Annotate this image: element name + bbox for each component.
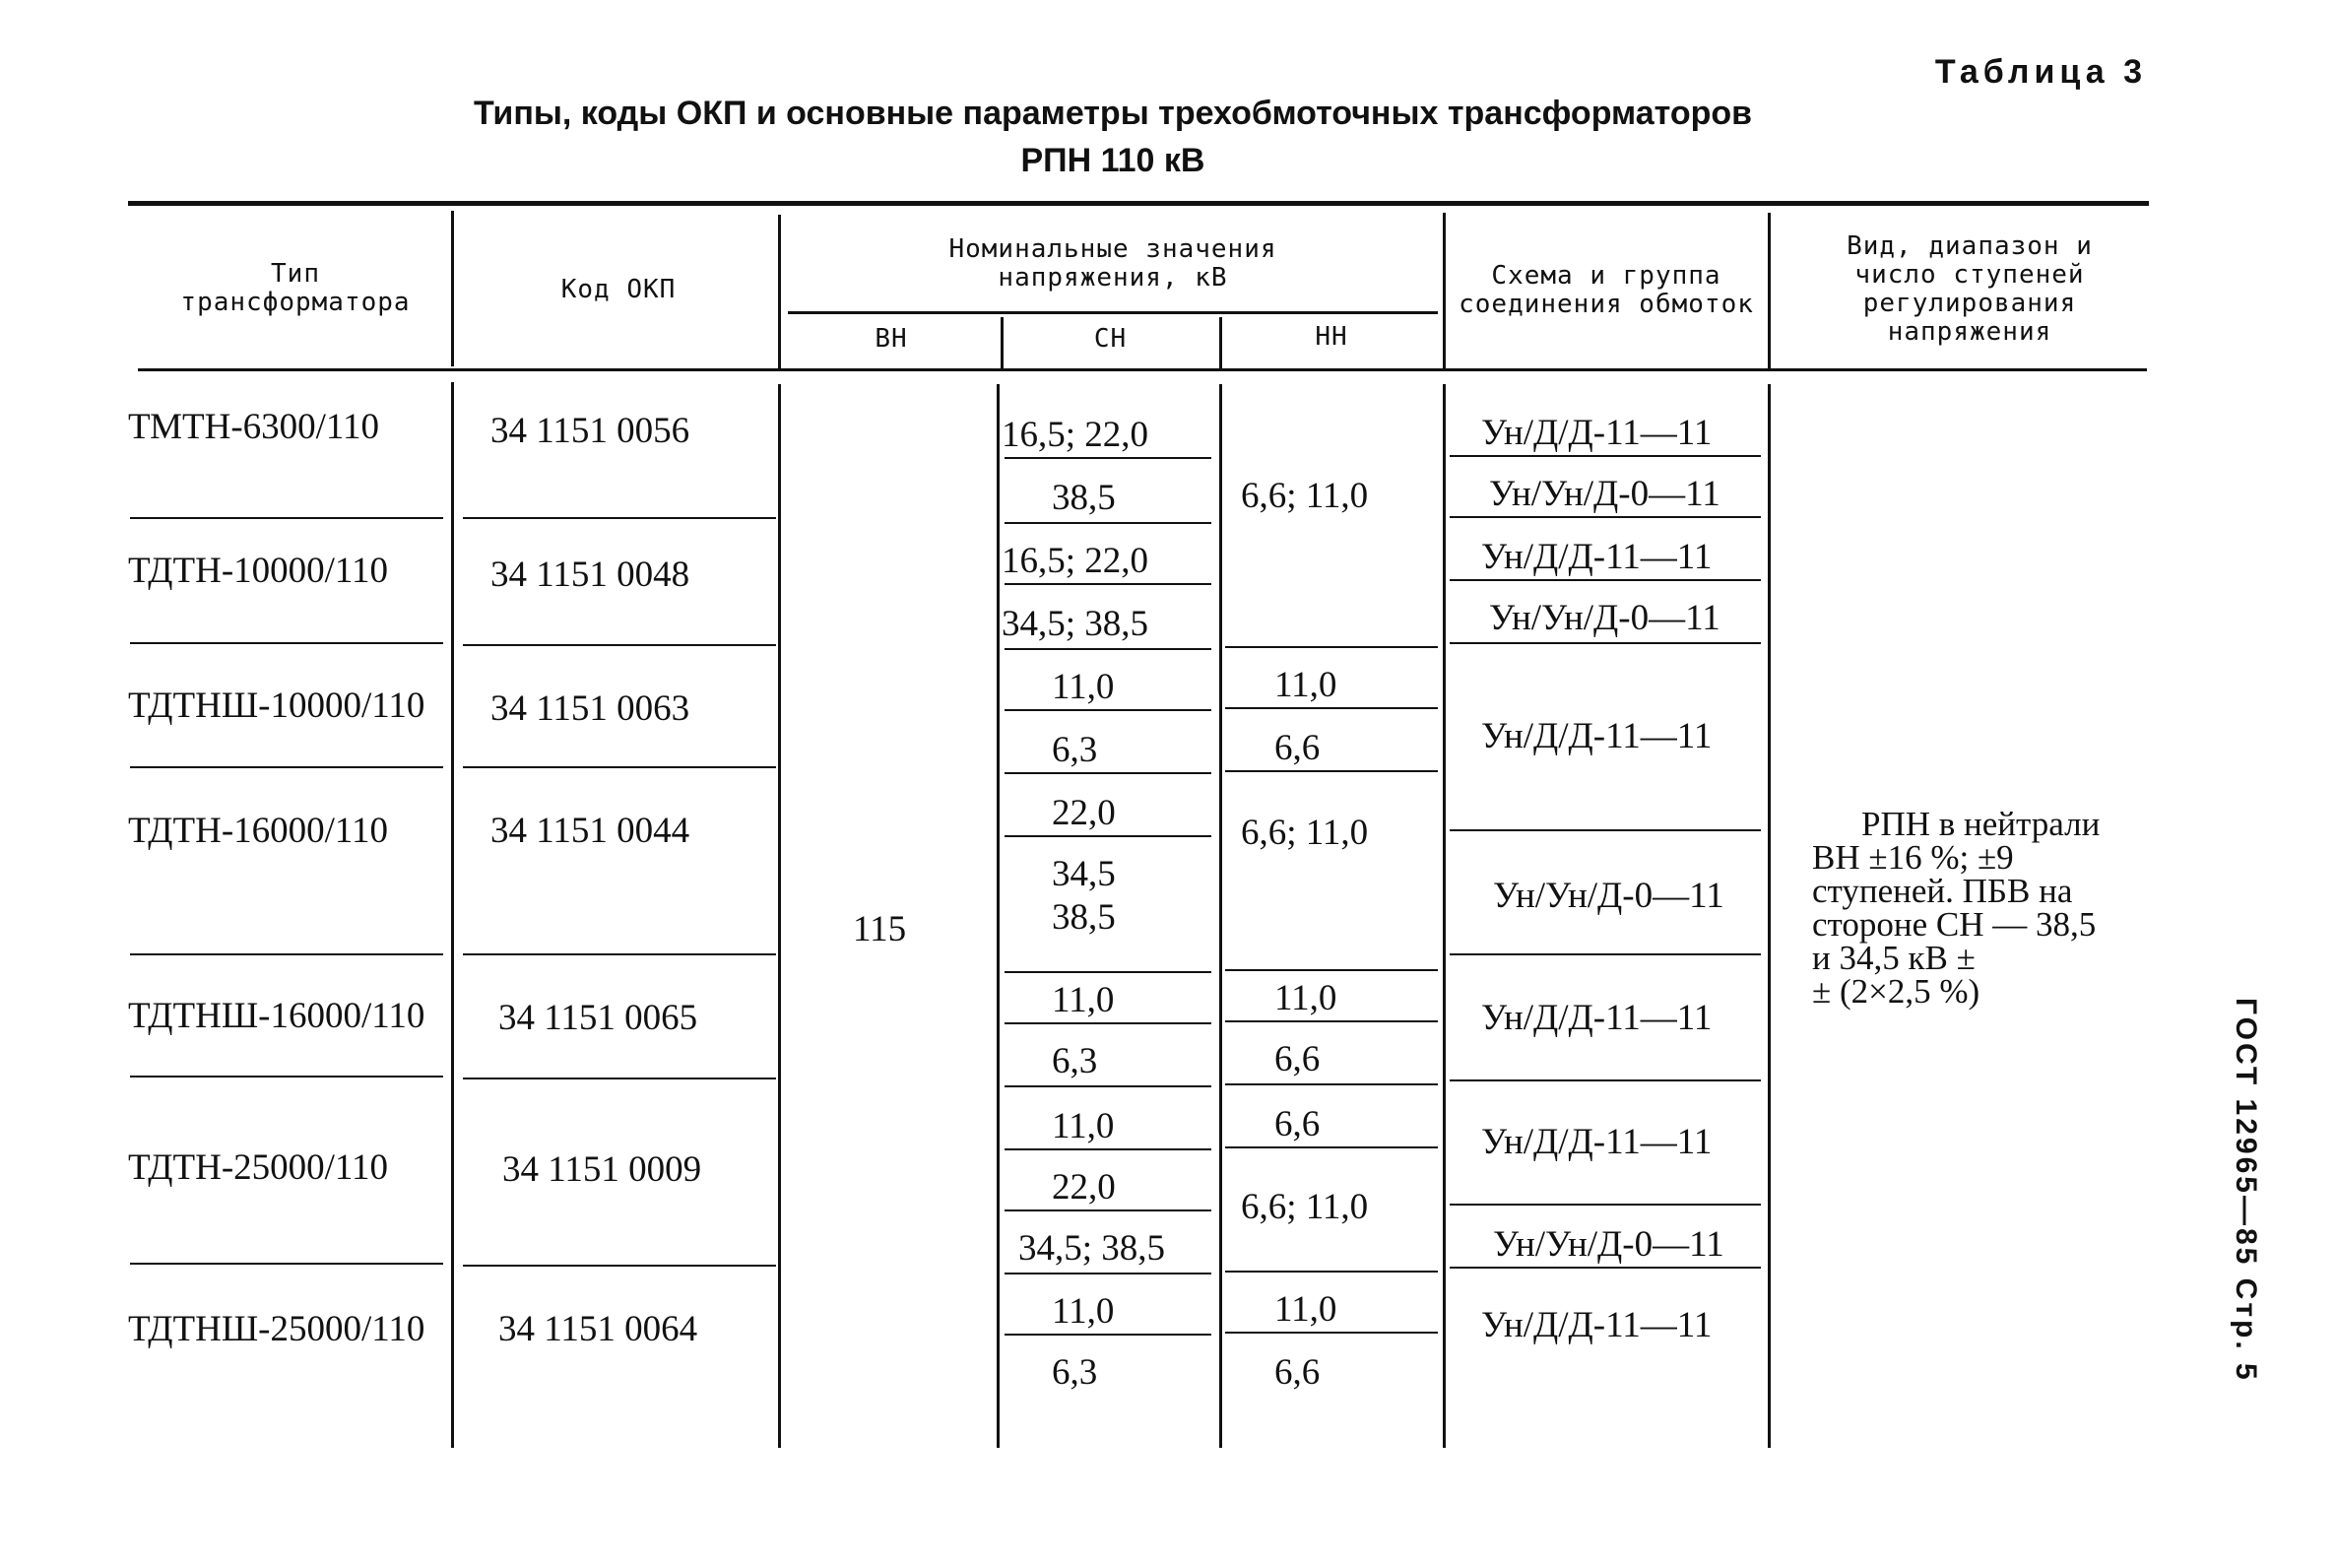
header-scheme: Схема и группа соединения обмоток <box>1459 261 1754 319</box>
side-page-label: ГОСТ 12965—85 Стр. 5 <box>2230 998 2262 1383</box>
row-separator <box>463 953 776 955</box>
nn-value: 6,6; 11,0 <box>1241 476 1369 516</box>
sn-separator <box>1005 522 1211 524</box>
column-divider <box>778 384 781 1448</box>
row-separator <box>130 642 443 644</box>
vn-value: 115 <box>853 909 907 949</box>
scheme-separator <box>1450 455 1761 457</box>
column-divider <box>1768 384 1771 1448</box>
header-divider <box>1219 317 1222 368</box>
row-separator <box>463 1265 776 1267</box>
scheme-value: Ун/Д/Д-11—11 <box>1481 1122 1713 1162</box>
sn-value: 34,5; 38,5 <box>1002 604 1149 644</box>
table-title-line2: РПН 110 кВ <box>1020 142 1205 179</box>
sn-value: 34,5 <box>1052 854 1116 894</box>
okp-code: 34 1151 0064 <box>498 1309 698 1349</box>
header-divider <box>1768 213 1771 368</box>
sn-value: 6,3 <box>1052 1041 1098 1081</box>
sn-separator <box>1005 1334 1211 1336</box>
regulation-line: стороне СН — 38,5 <box>1812 905 2097 944</box>
regulation-line: ± (2×2,5 %) <box>1812 972 1980 1011</box>
scheme-value: Ун/Д/Д-11—11 <box>1481 716 1713 756</box>
column-divider <box>1219 384 1222 1448</box>
sn-separator <box>1005 1022 1211 1024</box>
scheme-value: Ун/Ун/Д-0—11 <box>1493 876 1724 916</box>
nn-value: 6,6 <box>1274 1352 1321 1393</box>
row-separator <box>130 1263 443 1265</box>
nn-separator <box>1225 646 1438 648</box>
sn-value: 6,3 <box>1052 1352 1098 1393</box>
header-sn: СН <box>1093 324 1128 354</box>
regulation-line: ВН ±16 %; ±9 <box>1812 838 2014 877</box>
scheme-value: Ун/Ун/Д-0—11 <box>1493 1224 1724 1265</box>
row-separator <box>463 644 776 646</box>
nn-value: 11,0 <box>1274 1289 1337 1330</box>
scheme-separator <box>1450 579 1761 581</box>
table-title-line1: Типы, коды ОКП и основные параметры трехобмоточных трансформаторов <box>473 95 1753 132</box>
scheme-separator <box>1450 1267 1761 1269</box>
sn-value: 11,0 <box>1052 980 1115 1020</box>
nn-separator <box>1225 1146 1438 1148</box>
table-top-rule <box>128 201 2149 206</box>
table-number: Таблица 3 <box>1934 53 2147 91</box>
transformer-type: ТДТНШ-10000/110 <box>128 686 425 726</box>
sn-value: 11,0 <box>1052 1106 1115 1146</box>
nn-value: 6,6 <box>1274 1039 1321 1079</box>
column-divider <box>997 384 1000 1448</box>
row-separator <box>130 766 443 768</box>
header-type: Тип трансформатора <box>180 259 411 317</box>
sn-value: 16,5; 22,0 <box>1002 541 1149 581</box>
sn-value: 34,5; 38,5 <box>1018 1228 1166 1269</box>
row-separator <box>463 766 776 768</box>
regulation-line: ступеней. ПБВ на <box>1812 872 2073 910</box>
sn-separator <box>1005 648 1211 650</box>
nn-value: 11,0 <box>1274 978 1337 1018</box>
row-separator <box>463 517 776 519</box>
scheme-separator <box>1450 953 1761 955</box>
transformer-type: ТДТН-25000/110 <box>128 1147 389 1188</box>
sn-value: 22,0 <box>1052 793 1116 833</box>
sn-value: 22,0 <box>1052 1167 1116 1208</box>
sn-separator <box>1005 971 1211 973</box>
nn-value: 6,6 <box>1274 728 1321 768</box>
sn-separator <box>1005 1085 1211 1087</box>
scheme-separator <box>1450 516 1761 518</box>
okp-code: 34 1151 0065 <box>498 998 698 1038</box>
scheme-separator <box>1450 1079 1761 1081</box>
header-bottom-rule <box>138 368 2147 371</box>
sn-value: 38,5 <box>1052 478 1116 518</box>
sn-separator <box>1005 457 1211 459</box>
sn-value: 16,5; 22,0 <box>1002 415 1149 455</box>
nn-separator <box>1225 969 1438 971</box>
transformer-type: ТДТН-10000/110 <box>128 551 389 591</box>
regulation-line: РПН в нейтрали <box>1861 805 2101 843</box>
scheme-separator <box>1450 1204 1761 1206</box>
scheme-value: Ун/Ун/Д-0—11 <box>1489 598 1720 638</box>
header-divider <box>1443 213 1446 368</box>
scheme-value: Ун/Д/Д-11—11 <box>1481 537 1713 577</box>
nn-value: 11,0 <box>1274 665 1337 705</box>
header-nn: НН <box>1315 322 1348 352</box>
sn-value: 38,5 <box>1052 897 1116 938</box>
okp-code: 34 1151 0063 <box>490 688 690 729</box>
scheme-value: Ун/Ун/Д-0—11 <box>1489 474 1720 514</box>
header-regulation: Вид, диапазон и число ступеней регулирования напряжения <box>1847 231 2093 347</box>
scheme-value: Ун/Д/Д-11—11 <box>1481 413 1713 453</box>
header-voltage-group: Номинальные значения напряжения, кВ <box>948 234 1277 293</box>
scheme-value: Ун/Д/Д-11—11 <box>1481 1305 1713 1345</box>
regulation-text <box>1812 805 2147 1011</box>
sn-separator <box>1005 709 1211 711</box>
row-separator <box>130 517 443 519</box>
scheme-value: Ун/Д/Д-11—11 <box>1481 998 1713 1038</box>
scheme-separator <box>1450 829 1761 831</box>
nn-separator <box>1225 707 1438 709</box>
scheme-separator <box>1450 642 1761 644</box>
transformer-type: ТДТН-16000/110 <box>128 811 389 851</box>
nn-separator <box>1225 1332 1438 1334</box>
nn-value: 6,6; 11,0 <box>1241 1187 1369 1227</box>
nn-value: 6,6; 11,0 <box>1241 813 1369 853</box>
transformer-type: ТМТН-6300/110 <box>128 407 380 447</box>
voltage-subheader-rule <box>788 311 1438 314</box>
sn-separator <box>1005 1273 1211 1274</box>
header-vn: ВН <box>875 324 908 354</box>
header-code: Код ОКП <box>560 275 677 304</box>
column-divider <box>1443 384 1446 1448</box>
sn-separator <box>1005 1148 1211 1150</box>
sn-value: 11,0 <box>1052 1291 1115 1332</box>
header-divider <box>451 211 454 366</box>
transformer-type: ТДТНШ-16000/110 <box>128 996 425 1036</box>
nn-separator <box>1225 1083 1438 1085</box>
okp-code: 34 1151 0044 <box>490 811 690 851</box>
column-divider <box>451 382 454 1448</box>
header-divider <box>778 215 781 370</box>
sn-value: 11,0 <box>1052 667 1115 707</box>
nn-separator <box>1225 770 1438 772</box>
row-separator <box>463 1078 776 1079</box>
sn-separator <box>1005 772 1211 774</box>
row-separator <box>130 1076 443 1078</box>
nn-separator <box>1225 1020 1438 1022</box>
nn-value: 6,6 <box>1274 1104 1321 1144</box>
sn-separator <box>1005 583 1211 585</box>
okp-code: 34 1151 0009 <box>502 1149 702 1190</box>
header-divider <box>1001 317 1004 368</box>
row-separator <box>130 953 443 955</box>
sn-separator <box>1005 835 1211 837</box>
regulation-line: и 34,5 кВ ± <box>1812 939 1976 977</box>
okp-code: 34 1151 0056 <box>490 411 690 451</box>
nn-separator <box>1225 1271 1438 1273</box>
okp-code: 34 1151 0048 <box>490 555 690 595</box>
transformer-type: ТДТНШ-25000/110 <box>128 1309 425 1349</box>
sn-value: 6,3 <box>1052 730 1098 770</box>
sn-separator <box>1005 1209 1211 1211</box>
